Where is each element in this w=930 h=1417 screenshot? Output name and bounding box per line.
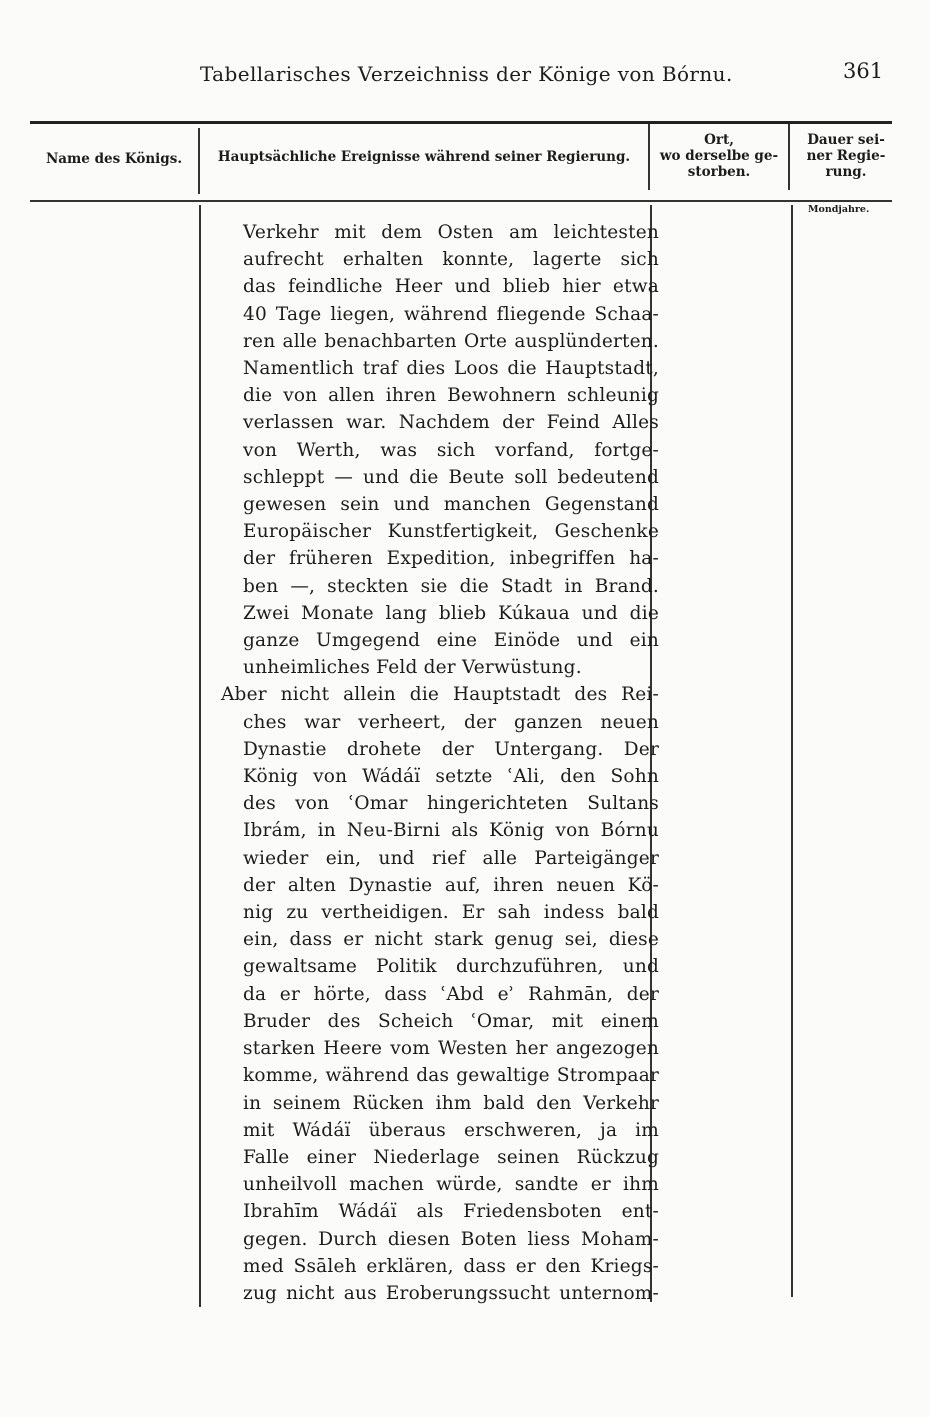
text-line: des von ʿOmar hingerichteten Sultans	[243, 793, 659, 815]
text-line: aufrecht erhalten konnte, lagerte sich	[243, 249, 659, 271]
text-line: med Ssāleh erklären, dass er den Kriegs-	[243, 1255, 659, 1277]
text-line: ganze Umgegend eine Einöde und ein	[243, 630, 659, 652]
text-line: unheimliches Feld der Verwüstung.	[243, 657, 582, 679]
body-text	[221, 219, 659, 1307]
text-line: König von Wádáï setzte ʿAli, den Sohn	[243, 766, 659, 788]
text-line: das feindliche Heer und blieb hier etwa	[243, 276, 659, 298]
column-header-duration	[792, 132, 900, 180]
text-line: Falle einer Niederlage seinen Rückzug	[243, 1146, 659, 1168]
text-line: ren alle benachbarten Orte ausplünderten.	[243, 330, 659, 352]
column-header-events: Hauptsächliche Ereignisse während seiner Regierung.	[217, 149, 631, 165]
text-line: ches war verheert, der ganzen neuen	[243, 711, 659, 733]
text-line: unheilvoll machen würde, sandte er ihm	[243, 1174, 659, 1196]
text-line: Bruder des Scheich ʿOmar, mit einem	[243, 1010, 659, 1032]
text-line: Ibrám, in Neu-Birni als König von Bórnu	[243, 820, 659, 842]
column-header-duration-line-3: rung.	[825, 164, 867, 180]
column-header-place-line-2: wo derselbe ge-	[659, 148, 779, 164]
text-line: Namentlich traf dies Loos die Hauptstadt,	[243, 358, 659, 380]
text-line: der alten Dynastie auf, ihren neuen Kö-	[243, 874, 659, 896]
text-line: komme, während das gewaltige Strompaar	[243, 1065, 659, 1087]
text-line: verlassen war. Nachdem der Feind Alles	[243, 412, 659, 434]
column-divider-3-header	[788, 124, 790, 190]
text-line: mit Wádáï überaus erschweren, ja im	[243, 1119, 659, 1141]
text-line: Europäischer Kunstfertigkeit, Geschenke	[243, 521, 659, 543]
text-line: in seinem Rücken ihm bald den Verkehr	[243, 1092, 659, 1114]
column-header-name: Name des Königs.	[45, 151, 183, 167]
column-header-place	[650, 132, 788, 180]
text-line: gegen. Durch diesen Boten liess Moham-	[243, 1228, 659, 1250]
table-top-rule	[30, 121, 892, 124]
text-line: Zwei Monate lang blieb Kúkaua und die	[243, 602, 659, 624]
column-header-duration-line-2: ner Regie-	[806, 148, 886, 164]
column-header-place-line-1: Ort,	[704, 132, 734, 148]
text-line: Aber nicht allein die Hauptstadt des Rei-	[221, 684, 659, 706]
text-line: Dynastie drohete der Untergang. Der	[243, 738, 659, 760]
column-header-duration-line-1: Dauer sei-	[807, 132, 885, 148]
running-title: Tabellarisches Verzeichniss der Könige von Bórnu.	[200, 62, 733, 86]
text-line: der früheren Expedition, inbegriffen ha-	[243, 548, 659, 570]
text-line: gewaltsame Politik durchzuführen, und	[243, 956, 659, 978]
text-line: starken Heere vom Westen her angezogen	[243, 1038, 659, 1060]
column-header-place-line-3: storben.	[687, 164, 751, 180]
page-number: 361	[843, 59, 884, 83]
text-line: von Werth, was sich vorfand, fortge-	[243, 439, 659, 461]
table-header-rule	[30, 200, 892, 202]
text-line: gewesen sein und manchen Gegenstand	[243, 494, 659, 516]
text-line: Verkehr mit dem Osten am leichtesten	[243, 222, 659, 243]
text-line: schleppt — und die Beute soll bedeutend	[243, 466, 659, 488]
text-line: zug nicht aus Eroberungssucht unternom-	[243, 1282, 659, 1304]
text-line: wieder ein, und rief alle Parteigänger	[243, 847, 659, 869]
text-line: da er hörte, dass ʿAbd eʾ Rahmān, der	[243, 983, 659, 1005]
text-line: ein, dass er nicht stark genug sei, diese	[243, 929, 659, 951]
text-line: Ibrahīm Wádáï als Friedensboten ent-	[243, 1201, 659, 1223]
column-divider-3-body	[791, 205, 793, 1297]
text-line: nig zu vertheidigen. Er sah indess bald	[243, 902, 659, 924]
column-divider-1-body	[199, 205, 201, 1307]
text-line: 40 Tage liegen, während fliegende Schaa-	[243, 303, 659, 325]
text-line: die von allen ihren Bewohnern schleunig	[243, 385, 659, 407]
column-unit-note: Mondjahre.	[808, 204, 870, 215]
text-line: ben —, steckten sie die Stadt in Brand.	[243, 575, 659, 597]
